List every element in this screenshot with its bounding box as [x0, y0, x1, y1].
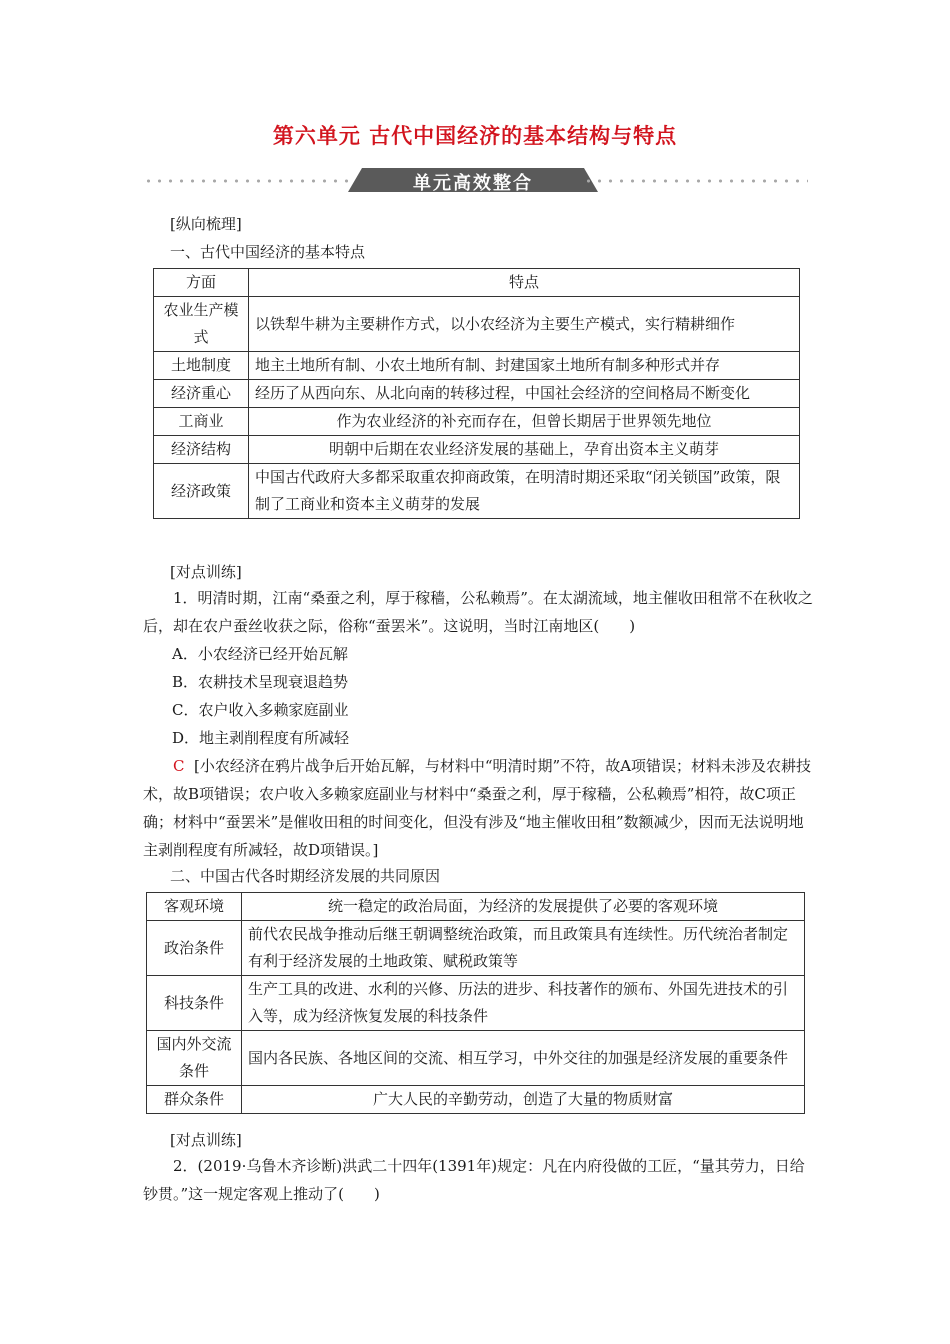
training-tag-2: [对点训练] — [170, 1131, 242, 1149]
row-aspect: 群众条件 — [147, 1086, 242, 1114]
question-1-option-b[interactable]: B．农耕技术呈现衰退趋势 — [172, 673, 349, 691]
table-row — [154, 464, 800, 519]
header-feature: 特点 — [249, 269, 800, 297]
table-row — [147, 1086, 805, 1114]
row-feature: 中国古代政府大多都采取重农抑商政策，在明清时期还采取“闭关锁国”政策，限制了工商业和资本主义萌芽的发展 — [249, 464, 800, 519]
row-aspect: 经济政策 — [154, 464, 249, 519]
question-1-stem: 1．明清时期，江南“桑蚕之利，厚于稼穑，公私赖焉”。在太湖流域，地主催收田租常不在秋收之后，却在农户蚕丝收获之际，俗称“蚕罢米”。这说明，当时江南地区( ) — [143, 589, 813, 635]
table-row — [154, 352, 800, 380]
table-row — [154, 380, 800, 408]
banner-tab — [348, 168, 598, 192]
part2-heading: 二、中国古代各时期经济发展的共同原因 — [170, 867, 441, 885]
question-1-option-d[interactable]: D．地主剥削程度有所减轻 — [172, 729, 350, 747]
question-1-explanation: [小农经济在鸦片战争后开始瓦解，与材料中“明清时期”不符，故A项错误；材料未涉及农耕技术，故B项错误；农户收入多赖家庭副业与材料中“桑蚕之利，厚于稼穑，公私赖焉”相符，故C项正确；材料中“蚕罢米”是催收田租的时间变化，但没有涉及“地主催收田租”数额减少，因而无法说明地主剥削程度有所减轻，故D项错误。] — [143, 757, 812, 859]
causes-table — [146, 892, 805, 1114]
question-2-stem: 2．(2019·乌鲁木齐诊断)洪武二十四年(1391年)规定：凡在内府役做的工匠，“量其劳力，日给钞贯。”这一规定客观上推动了( ) — [143, 1157, 805, 1203]
table-row — [154, 297, 800, 352]
part1-heading: 一、古代中国经济的基本特点 — [170, 243, 366, 261]
dotted-rule-right — [583, 179, 808, 183]
row-feature: 作为农业经济的补充而存在，但曾长期居于世界领先地位 — [249, 408, 800, 436]
question-1-option-a[interactable]: A．小农经济已经开始瓦解 — [172, 645, 348, 663]
row-aspect: 土地制度 — [154, 352, 249, 380]
dotted-rule-left — [143, 179, 363, 183]
section-tag: [纵向梳理] — [170, 215, 242, 233]
row-feature: 经历了从西向东、从北向南的转移过程，中国社会经济的空间格局不断变化 — [249, 380, 800, 408]
row-aspect: 科技条件 — [147, 976, 242, 1031]
table-row — [147, 921, 805, 976]
header-aspect: 方面 — [154, 269, 249, 297]
row-aspect: 工商业 — [154, 408, 249, 436]
row-feature: 以铁犁牛耕为主要耕作方式，以小农经济为主要生产模式，实行精耕细作 — [249, 297, 800, 352]
banner-label: 单元高效整合 — [413, 173, 533, 194]
question-1-option-c[interactable]: C．农户收入多赖家庭副业 — [172, 701, 349, 719]
table-row — [147, 976, 805, 1031]
table-row — [147, 1031, 805, 1086]
table-header-row — [154, 269, 800, 297]
table-row — [147, 893, 805, 921]
row-feature: 明朝中后期在农业经济发展的基础上，孕育出资本主义萌芽 — [249, 436, 800, 464]
table-row — [154, 436, 800, 464]
row-feature: 生产工具的改进、水利的兴修、历法的进步、科技著作的颁布、外国先进技术的引入等，成为经济恢复发展的科技条件 — [242, 976, 805, 1031]
row-aspect: 政治条件 — [147, 921, 242, 976]
row-feature: 广大人民的辛勤劳动，创造了大量的物质财富 — [242, 1086, 805, 1114]
row-feature: 统一稳定的政治局面，为经济的发展提供了必要的客观环境 — [242, 893, 805, 921]
row-feature: 国内各民族、各地区间的交流、相互学习，中外交往的加强是经济发展的重要条件 — [242, 1031, 805, 1086]
question-1-answer: C — [173, 757, 185, 775]
features-table — [153, 268, 800, 519]
section-banner — [143, 168, 808, 192]
table-row — [154, 408, 800, 436]
row-aspect: 国内外交流条件 — [147, 1031, 242, 1086]
row-feature: 地主土地所有制、小农土地所有制、封建国家土地所有制多种形式并存 — [249, 352, 800, 380]
row-aspect: 农业生产模式 — [154, 297, 249, 352]
unit-title: 第六单元 古代中国经济的基本结构与特点 — [272, 124, 678, 148]
question-1-answer-block — [143, 752, 815, 864]
row-feature: 前代农民战争推动后继王朝调整统治政策，而且政策具有连续性。历代统治者制定有利于经济发展的土地政策、赋税政策等 — [242, 921, 805, 976]
row-aspect: 客观环境 — [147, 893, 242, 921]
row-aspect: 经济重心 — [154, 380, 249, 408]
training-tag: [对点训练] — [170, 563, 242, 581]
row-aspect: 经济结构 — [154, 436, 249, 464]
